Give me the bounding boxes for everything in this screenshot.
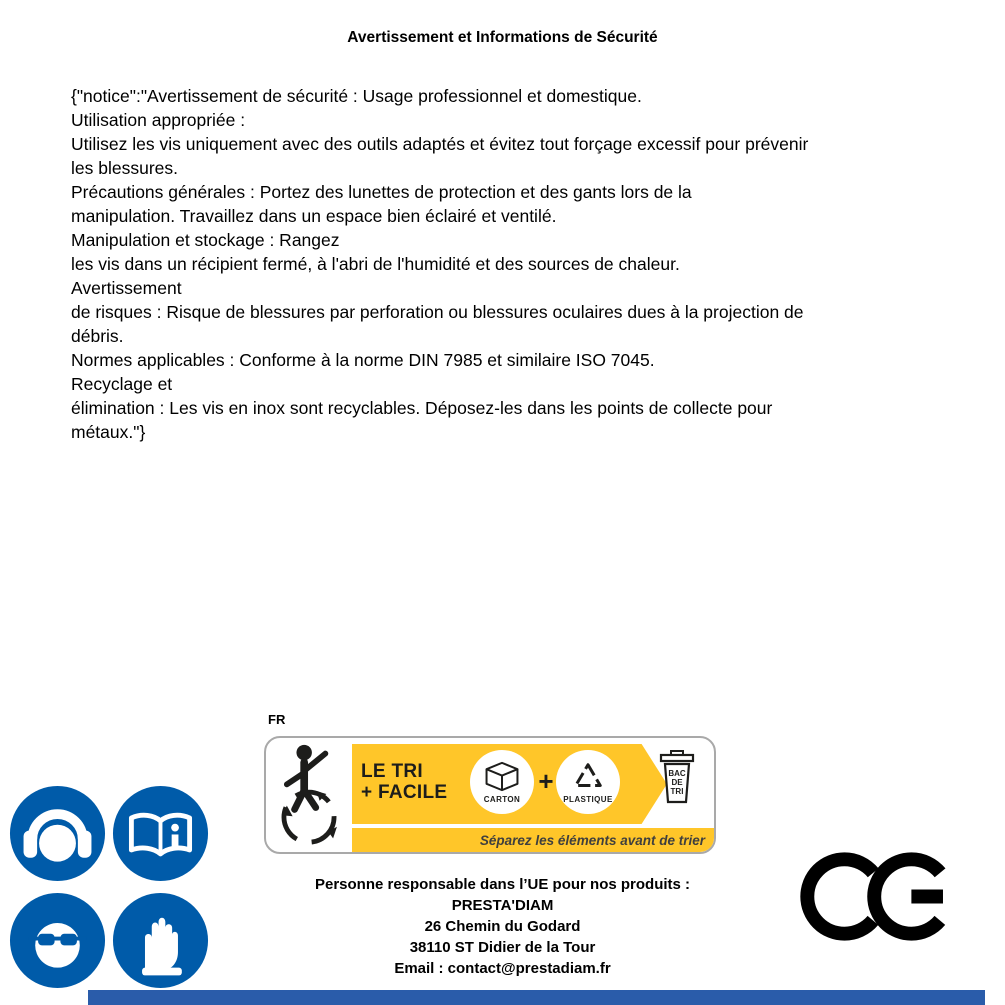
notice-line: Avertissement (71, 278, 182, 298)
notice-line: les vis dans un récipient fermé, à l'abri de l'humidité et des sources de chaleur. (71, 254, 680, 274)
triman-logo-area (266, 738, 352, 852)
plastique-material-badge (556, 750, 620, 814)
bin-text-bac: BAC (668, 769, 686, 778)
notice-line: élimination : Les vis en inox sont recyclables. Déposez-les dans les points de collecte pour (71, 398, 773, 418)
eye-protection-icon (9, 892, 106, 989)
plastique-label: PLASTIQUE (563, 794, 613, 804)
notice-line: {"notice":"Avertissement de sécurité : Usage professionnel et domestique. (71, 86, 642, 106)
sorting-bin-icon (657, 749, 697, 805)
plus-separator: + (538, 766, 554, 796)
company-name: PRESTA'DIAM (451, 897, 554, 914)
notice-line: Utilisez les vis uniquement avec des outils adaptés et évitez tout forçage excessif pour prévenir (71, 134, 809, 154)
carton-box-icon (482, 760, 522, 793)
ce-marking-icon (798, 848, 956, 945)
notice-line: Utilisation appropriée : (71, 110, 246, 130)
triman-icon (275, 742, 343, 848)
carton-material-badge (470, 750, 534, 814)
le-tri-label: LE TRI (361, 761, 423, 782)
facile-label: + FACILE (361, 782, 448, 803)
sorting-tagline: Séparez les éléments avant de trier (352, 828, 714, 852)
address-city: 38110 ST Didier de la Tour (409, 939, 596, 956)
fr-country-code: FR (268, 712, 286, 727)
ear-protection-icon (9, 785, 106, 882)
address-street: 26 Chemin du Godard (424, 918, 581, 935)
hand-protection-icon (112, 892, 209, 989)
page-title: Avertissement et Informations de Sécurité (347, 29, 658, 46)
sorting-banner-area (352, 738, 714, 852)
carton-label: CARTON (483, 795, 521, 804)
recycle-triangle-icon (569, 761, 607, 793)
notice-line: les blessures. (71, 158, 178, 178)
notice-text-block (71, 84, 981, 444)
notice-line: Normes applicables : Conforme à la norme DIN 7985 et similaire ISO 7045. (71, 350, 655, 370)
triman-sorting-label (264, 736, 716, 854)
footer-bar (88, 990, 985, 1005)
notice-line: débris. (71, 326, 124, 346)
contact-email: Email : contact@prestadiam.fr (394, 960, 611, 977)
notice-line: métaux."} (71, 422, 146, 442)
notice-line: Précautions générales : Portez des lunettes de protection et des gants lors de la (71, 182, 692, 202)
notice-line: Recyclage et (71, 374, 173, 394)
bin-text-de: DE (671, 778, 683, 787)
responsible-line: Personne responsable dans l’UE pour nos produits : (314, 876, 691, 893)
read-manual-icon (112, 785, 209, 882)
notice-line: Manipulation et stockage : Rangez (71, 230, 340, 250)
bin-text-tri: TRI (670, 787, 684, 796)
notice-line: de risques : Risque de blessures par perforation ou blessures oculaires dues à la projection de (71, 302, 804, 322)
le-tri-facile-logo (361, 761, 447, 803)
notice-line: manipulation. Travaillez dans un espace bien éclairé et ventilé. (71, 206, 557, 226)
